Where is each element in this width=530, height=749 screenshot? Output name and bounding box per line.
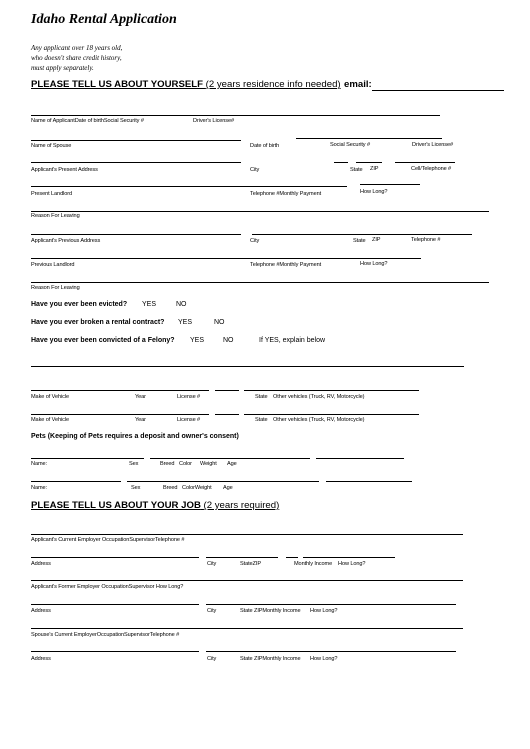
job-address-line[interactable] [31, 604, 199, 605]
section-heading-text: PLEASE TELL US ABOUT YOUR JOB [31, 500, 201, 511]
section-heading-sub: (2 years residence info needed) [205, 79, 341, 90]
present-state-line[interactable] [334, 162, 348, 163]
label-spouse-dob: Date of birth [250, 143, 280, 149]
contract-yes-option[interactable]: YES [178, 319, 193, 326]
former-employer-line[interactable] [31, 580, 463, 581]
reason-leaving-line[interactable] [31, 282, 489, 283]
label-how-long: How Long? [338, 561, 366, 567]
section-heading-job [31, 500, 279, 511]
label-spouse-name: Name of Spouse [31, 143, 72, 149]
previous-landlord-line[interactable] [31, 258, 421, 259]
label-address: Address [31, 656, 51, 662]
present-address-line[interactable] [31, 162, 241, 163]
present-phone-line[interactable] [395, 162, 455, 163]
label-state-zip-income: State ZIPMonthly Income [240, 608, 301, 614]
vehicle-license-line[interactable] [215, 414, 239, 415]
contract-no-option[interactable]: NO [214, 319, 225, 326]
label-pet-sex: Sex [131, 485, 141, 491]
label-drivers-license: Driver's License# [193, 118, 235, 124]
job-city-line[interactable] [206, 557, 278, 558]
spouse-ssn-line[interactable] [296, 138, 442, 139]
label-city: City [207, 561, 217, 567]
job-address-line[interactable] [31, 557, 199, 558]
label-how-long: How Long? [310, 608, 338, 614]
label-state: State [350, 167, 363, 173]
email-label: email: [344, 79, 372, 90]
question-broken-contract: Have you ever broken a rental contract? [31, 319, 165, 326]
pet-breed-line[interactable] [150, 458, 310, 459]
label-telephone: Telephone # [411, 237, 441, 243]
label-other-vehicles: Other vehicles (Truck, RV, Motorcycle) [273, 417, 365, 423]
pet-age-line[interactable] [316, 458, 404, 459]
label-applicant: Name of ApplicantDate of birthSocial Security # [31, 118, 144, 124]
question-evicted: Have you ever been evicted? [31, 301, 128, 308]
label-reason-leaving: Reason For Leaving [31, 213, 80, 219]
label-zip: ZIP [372, 237, 381, 243]
vehicle-other-line[interactable] [244, 414, 419, 415]
present-howlong-line[interactable] [360, 184, 420, 185]
label-spouse-employer: Spouse's Current EmployerOccupationSupervisorTelephone # [31, 632, 180, 638]
job-state-line[interactable] [286, 557, 298, 558]
label-reason-leaving: Reason For Leaving [31, 285, 80, 291]
vehicle-line[interactable] [31, 414, 209, 415]
current-employer-line[interactable] [31, 534, 463, 535]
previous-address-line[interactable] [31, 234, 241, 235]
label-vehicle-make: Make of Vehicle [31, 417, 69, 423]
felony-yes-option[interactable]: YES [190, 337, 205, 344]
section-heading-sub: (2 years required) [203, 500, 280, 511]
label-pet-age: Age [223, 485, 233, 491]
label-vehicle-state: State [255, 394, 268, 400]
label-pet-color-weight: ColorWeight [182, 485, 212, 491]
form-title: Idaho Rental Application [31, 12, 177, 27]
label-present-landlord: Present Landlord [31, 191, 73, 197]
label-vehicle-year: Year [135, 417, 146, 423]
present-zip-line[interactable] [356, 162, 382, 163]
vehicle-line[interactable] [31, 390, 209, 391]
job-city-line[interactable] [206, 651, 456, 652]
vehicle-license-line[interactable] [215, 390, 239, 391]
reason-leaving-line[interactable] [31, 211, 489, 212]
felony-explain-line[interactable] [31, 366, 464, 367]
job-city-line[interactable] [206, 604, 456, 605]
felony-no-option[interactable]: NO [223, 337, 234, 344]
label-pet-color: Color [179, 461, 192, 467]
label-pet-weight: Weight [200, 461, 217, 467]
label-pet-name: Name: [31, 461, 47, 467]
felony-explain-label: If YES, explain below [259, 337, 326, 344]
label-how-long: How Long? [310, 656, 338, 662]
label-pet-breed: Breed [163, 485, 178, 491]
section-heading-yourself [31, 79, 341, 90]
label-pet-name: Name: [31, 485, 47, 491]
pets-heading: Pets (Keeping of Pets requires a deposit and owner's consent) [31, 433, 239, 440]
previous-city-line[interactable] [252, 234, 472, 235]
email-field[interactable] [372, 90, 504, 91]
label-vehicle-make: Make of Vehicle [31, 394, 69, 400]
label-former-employer: Applicant's Former Employer OccupationSupervisor How Long? [31, 584, 184, 590]
label-vehicle-state: State [255, 417, 268, 423]
label-phone-payment: Telephone #Monthly Payment [250, 262, 322, 268]
label-state-zip: StateZIP [240, 561, 261, 567]
applicant-line[interactable] [31, 115, 440, 116]
job-income-line[interactable] [303, 557, 395, 558]
label-vehicle-year: Year [135, 394, 146, 400]
label-spouse-dl: Driver's License# [412, 142, 454, 148]
pet-breed-line[interactable] [127, 481, 319, 482]
vehicle-other-line[interactable] [244, 390, 419, 391]
label-city: City [250, 238, 260, 244]
label-how-long: How Long? [360, 189, 388, 195]
present-landlord-line[interactable] [31, 186, 347, 187]
intro-note-line: Any applicant over 18 years old, [31, 44, 123, 52]
job-address-line[interactable] [31, 651, 199, 652]
evicted-yes-option[interactable]: YES [142, 301, 157, 308]
label-pet-sex: Sex [129, 461, 139, 467]
label-previous-address: Applicant's Previous Address [31, 238, 101, 244]
label-city: City [207, 608, 217, 614]
label-state-zip-income: State ZIPMonthly Income [240, 656, 301, 662]
pet-name-line[interactable] [31, 481, 121, 482]
label-monthly-income: Monthly Income [294, 561, 333, 567]
label-city: City [207, 656, 217, 662]
spouse-name-line[interactable] [31, 140, 241, 141]
label-other-vehicles: Other vehicles (Truck, RV, Motorcycle) [273, 394, 365, 400]
intro-note-line: must apply separately. [31, 64, 94, 72]
section-heading-text: PLEASE TELL US ABOUT YOURSELF [31, 79, 203, 90]
intro-note-line: who doesn't share credit history, [31, 54, 122, 62]
label-pet-breed: Breed [160, 461, 175, 467]
pet-name-line[interactable] [31, 458, 144, 459]
label-present-address: Applicant's Present Address [31, 167, 98, 173]
label-phone-payment: Telephone #Monthly Payment [250, 191, 322, 197]
label-how-long: How Long? [360, 261, 388, 267]
evicted-no-option[interactable]: NO [176, 301, 187, 308]
label-state: State [353, 238, 366, 244]
label-address: Address [31, 608, 51, 614]
spouse-employer-line[interactable] [31, 628, 463, 629]
label-spouse-ssn: Social Security # [330, 142, 370, 148]
label-zip: ZIP [370, 166, 379, 172]
label-current-employer: Applicant's Current Employer OccupationSupervisorTelephone # [31, 537, 185, 543]
label-previous-landlord: Previous Landlord [31, 262, 75, 268]
pet-age-line[interactable] [326, 481, 412, 482]
question-felony: Have you ever been convicted of a Felony? [31, 337, 175, 344]
label-address: Address [31, 561, 51, 567]
label-vehicle-license: License # [177, 417, 201, 423]
label-pet-age: Age [227, 461, 237, 467]
label-vehicle-license: License # [177, 394, 201, 400]
label-city: City [250, 167, 260, 173]
label-cell-phone: Cell/Telephone # [411, 166, 452, 172]
